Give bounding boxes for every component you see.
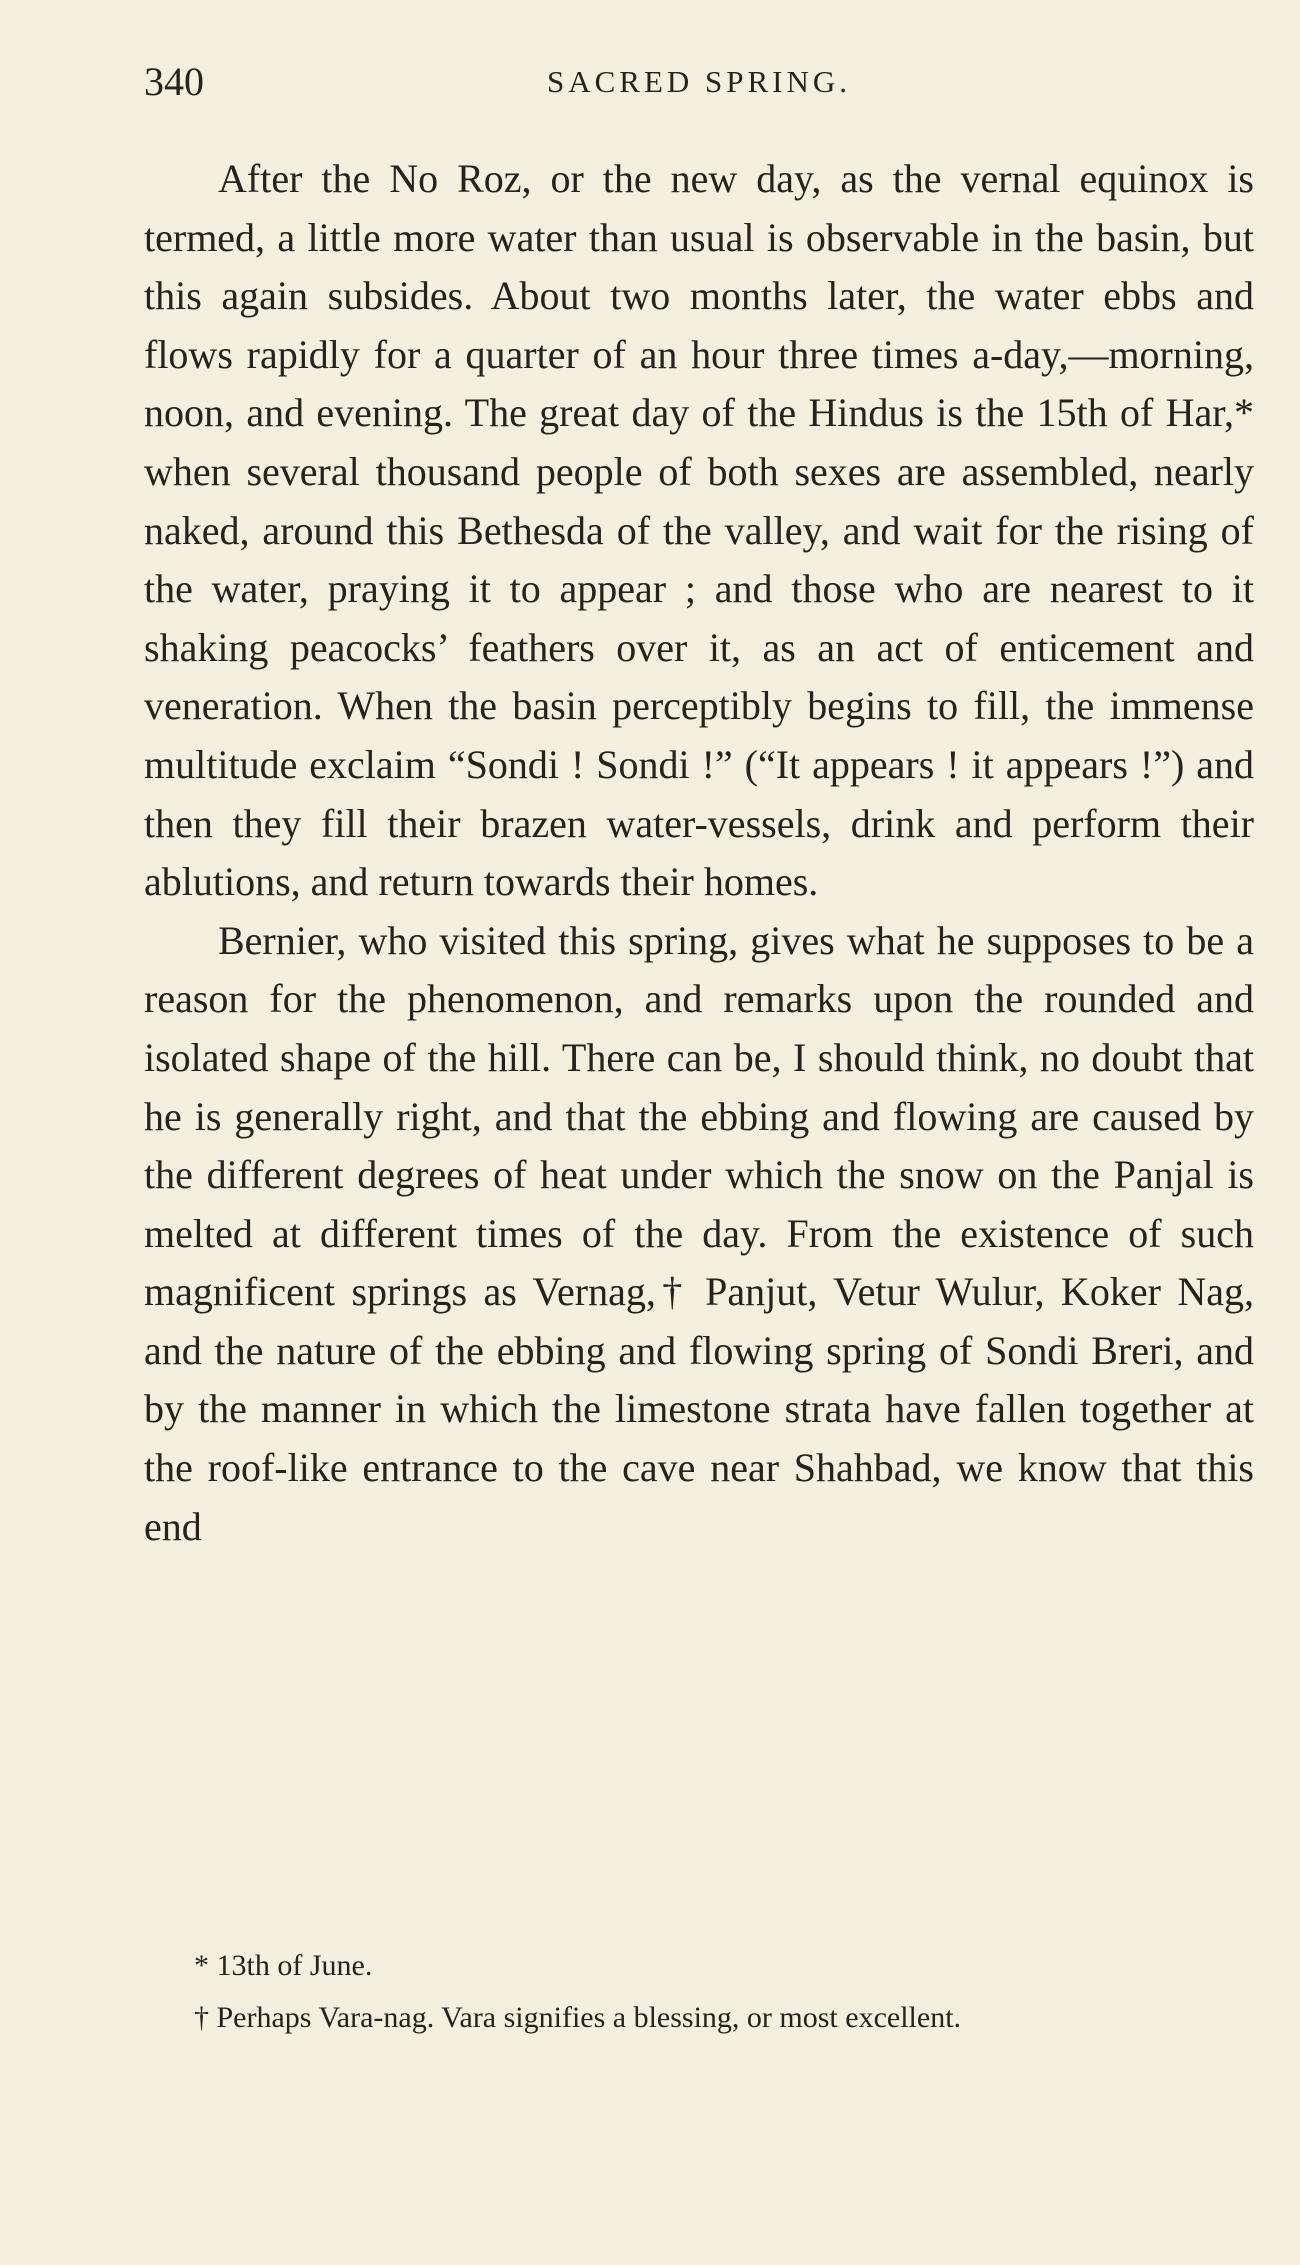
page-number: 340 [144,59,204,104]
running-title: SACRED SPRING. [546,64,852,99]
body-text [144,150,1254,1556]
footnotes [144,1944,1254,2040]
paragraph-1: After the No Roz, or the new day, as the vernal equinox is termed, a little more water than usual is observable in the basin, but this again subsides. About two months later, the water ebbs and flows rapidly for a quarter of an hour three times a-day,—morning, noon, and evening. The great day of the Hindus is the 15th of Har,* when several thousand people of both sexes are assembled, nearly naked, around this Bethesda of the valley, and wait for the rising of the water, praying it to appear ; and those who are nearest to it shaking peacocks’ feathers over it, as an act of enticement and veneration. When the basin perceptibly begins to fill, the immense multitude exclaim “Sondi ! Sondi !” (“It appears ! it appears !”) and then they fill their brazen water-vessels, drink and perform their ablutions, and return towards their homes. [144,156,1254,905]
paragraph-2: Bernier, who visited this spring, gives what he supposes to be a reason for the phenomenon, and remarks upon the rounded and isolated shape of the hill. There can be, I should think, no doubt that he is generally right, and that the ebbing and flowing are caused by the different degrees of heat under which the snow on the Panjal is melted at different times of the day. From the existence of such magnificent springs as Vernag,† Panjut, Vetur Wulur, Koker Nag, and the nature of the ebbing and flowing spring of Sondi Breri, and by the manner in which the limestone strata have fallen together at the roof-like entrance to the cave near Shahbad, we know that this end [144,917,1254,1549]
footnote-2: † Perhaps Vara-nag. Vara signifies a blessing, or most excellent. [194,2001,962,2034]
page-header [144,52,1254,112]
footnote-1: * 13th of June. [194,1949,373,1982]
